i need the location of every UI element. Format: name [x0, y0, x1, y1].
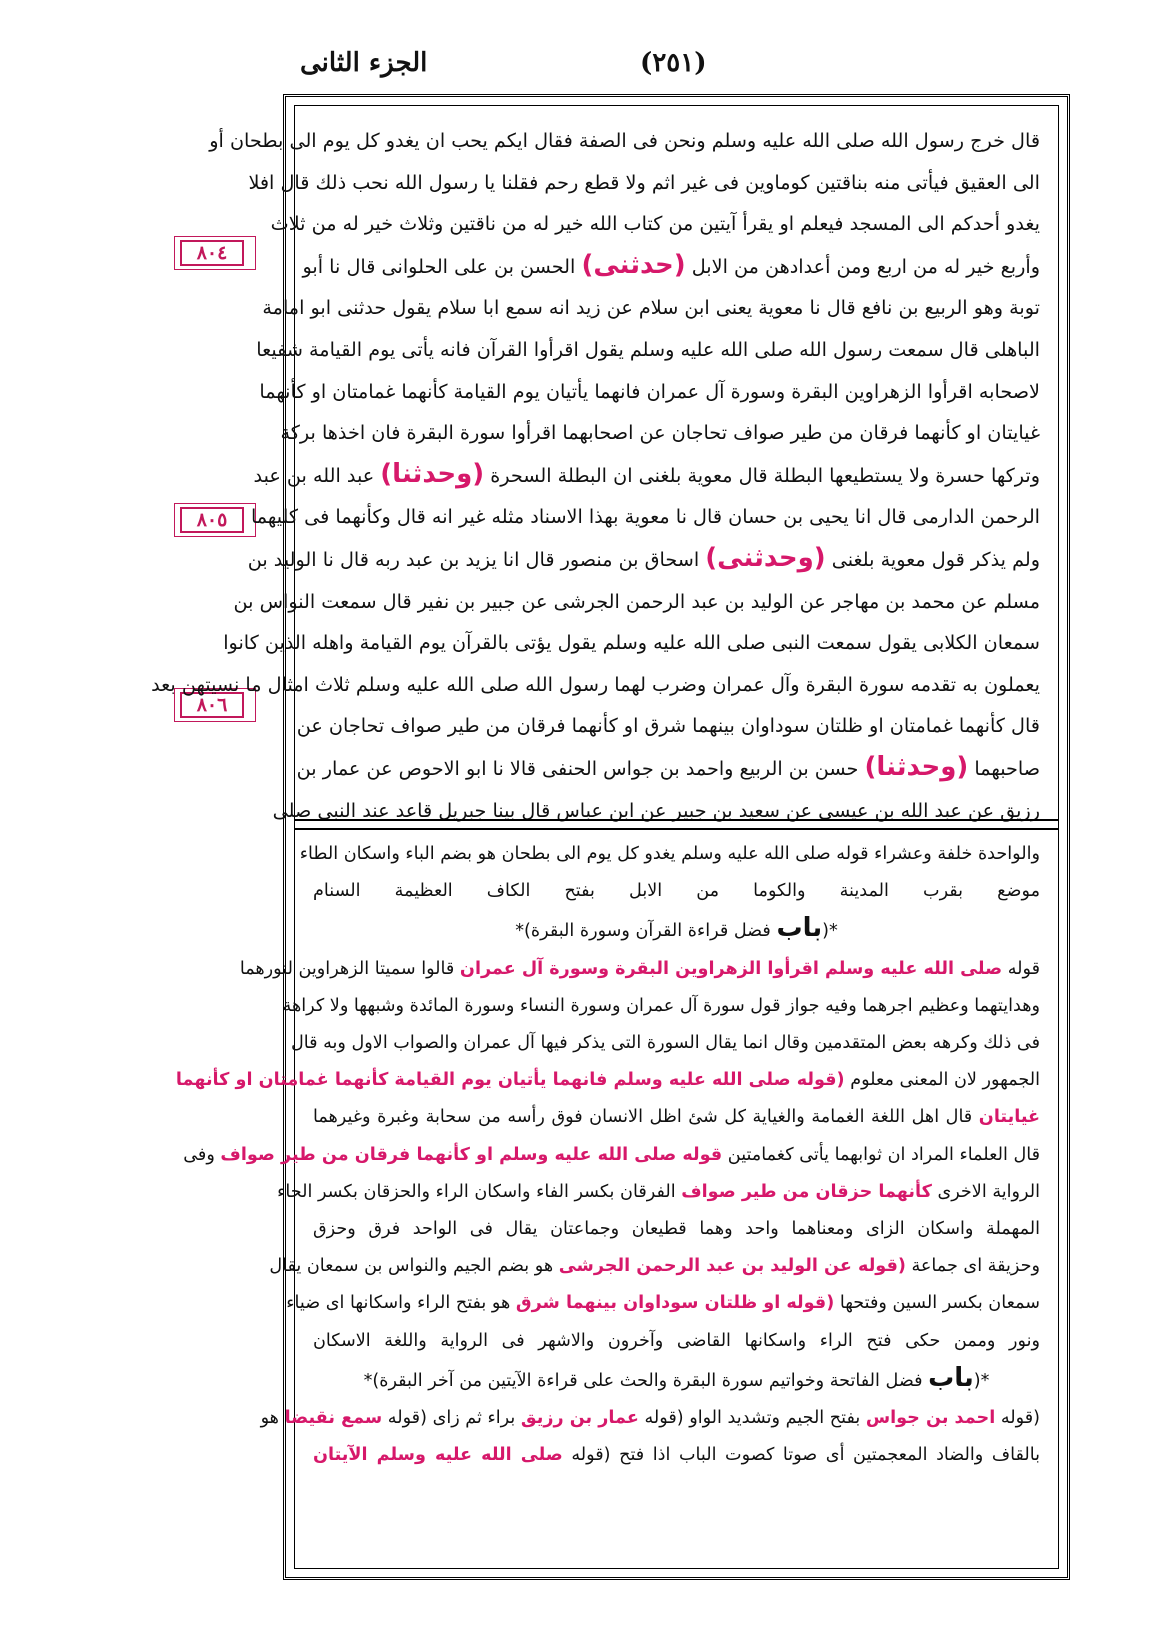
text-segment: وتركها حسرة ولا يستطيعها البطلة قال معوية بلغنى ان البطلة السحرة — [490, 463, 1040, 487]
chapter-heading: *(باب فضل قراءة القرآن وسورة البقرة)* — [515, 913, 838, 944]
quoted-phrase: قوله صلى الله عليه وسلم او كأنهما فرقان من طير صواف — [220, 1144, 723, 1165]
isnad-marker: (وحدثنى) — [705, 542, 826, 573]
main-line: الباهلى قال سمعت رسول الله صلى الله عليه وسلم يقول اقرأوا القرآن فانه يأتى يوم القيامة شفيعا — [256, 337, 1040, 361]
text-segment: عبد الله بن عبد — [253, 463, 375, 487]
quoted-phrase: (قوله عن الوليد بن عبد الرحمن الجرشى — [558, 1256, 906, 1277]
text-segment: بالقاف والضاد المعجمتين أى صوتا كصوت الباب اذا فتح — [619, 1445, 1040, 1466]
text-segment: (قوله — [387, 1408, 427, 1429]
main-line — [247, 538, 1040, 581]
text-segment: براء ثم زاى — [432, 1408, 516, 1429]
commentary-line: ونور وممن حكى فتح الراء واسكانها القاضى وآخرون والاشهر فى الرواية واللغة الاسكان — [313, 1330, 1040, 1351]
main-line: رزيق عن عبد الله بن عيسى عن سعيد بن جبير عن ابن عباس قال بينا جبريل قاعد عند النبى صلى — [272, 798, 1040, 822]
chapter-label: باب — [928, 1362, 974, 1393]
commentary-text — [175, 836, 1041, 1474]
text-segment: وأربع خير له من اربع ومن أعدادهن من الابل — [691, 254, 1040, 278]
chapter-heading: *(باب فضل الفاتحة وخواتيم سورة البقرة والحث على قراءة الآيتين من آخر البقرة)* — [363, 1362, 990, 1393]
quoted-phrase: سمع نقيضا — [284, 1408, 383, 1429]
main-line: توبة وهو الربيع بن نافع قال نا معوية يعنى ابن سلام عن زيد انه سمع ابا سلام يقول حدثنى ابو امامة — [262, 296, 1040, 320]
text-segment: (قوله — [571, 1445, 611, 1466]
main-line: الى العقيق فيأتى منه بناقتين كوماوين فى غير اثم ولا قطع رحم فقلنا يا رسول الله نحب ذلك قال افلا — [248, 170, 1040, 194]
commentary-line — [175, 1062, 1040, 1099]
text-segment: هو بفتح الراء واسكانها اى ضياء — [286, 1293, 511, 1314]
hadith-number-806: ٨٠٦ — [180, 692, 244, 718]
main-line: مسلم عن محمد بن مهاجر عن الوليد بن عبد الرحمن الجرشى عن جبير بن نفير قال سمعت النواس بن — [233, 589, 1040, 613]
commentary-line — [269, 1248, 1040, 1285]
section-divider — [295, 819, 1058, 830]
text-segment: (قوله — [1000, 1408, 1040, 1429]
isnad-marker: (وحدثنا) — [380, 458, 485, 489]
commentary-line — [313, 1099, 1040, 1136]
main-line — [302, 245, 1040, 288]
hadith-number-804: ٨٠٤ — [180, 240, 244, 266]
commentary-line — [286, 1285, 1040, 1322]
commentary-line: والواحدة خلفة وعشراء قوله صلى الله عليه وسلم يغدو كل يوم الى بطحان هو بضم الباء واسكان الطاء — [299, 844, 1040, 864]
chapter-title: فضل الفاتحة وخواتيم سورة البقرة والحث على قراءة الآيتين من آخر البقرة — [379, 1370, 923, 1391]
commentary-line — [313, 1437, 1040, 1474]
text-segment: اسحاق بن منصور قال انا يزيد بن عبد ربه قال نا الوليد بن — [247, 547, 700, 571]
commentary-line: المهملة واسكان الزاى ومعناهما واحد وهما قطيعان وجماعتان يقال فى الواحد فرق وحزق — [313, 1219, 1040, 1240]
text-segment: حسن بن الربيع واحمد بن جواس الحنفى قالا نا ابو الاحوص عن عمار بن — [296, 756, 859, 780]
text-segment: قال العلماء المراد ان ثوابهما يأتى كغمامتين — [727, 1144, 1040, 1165]
text-segment: هو بضم الجيم والنواس بن سمعان يقال — [269, 1256, 554, 1277]
text-segment: صاحبهما — [974, 756, 1040, 780]
text-segment: ولم يذكر قول معوية بلغنى — [831, 547, 1040, 571]
main-line: يغدو أحدكم الى المسجد فيعلم او يقرأ آيتين من كتاب الله خير له من ناقتين وثلاث خير له من ثلاث — [270, 212, 1040, 236]
text-segment: هو — [260, 1408, 279, 1429]
text-segment: قال اهل اللغة الغمامة والغياية كل شئ اظل الانسان فوق رأسه من سحابة وغبرة وغيرهما — [313, 1107, 973, 1128]
quoted-phrase: صلى الله عليه وسلم اقرأوا الزهراوين البقرة وسورة آل عمران — [459, 958, 1003, 979]
main-line: لاصحابه اقرأوا الزهراوين البقرة وسورة آل عمران فانهما يأتيان يوم القيامة كأنهما غمامتان او كأنهما — [259, 379, 1040, 403]
quoted-phrase: (قوله او ظلتان سوداوان بينهما شرق — [515, 1293, 835, 1314]
main-line: قال كأنهما غمامتان او ظلتان سوداوان بينهما شرق او كأنهما فرقان من طير صواف تحاجان عن — [296, 714, 1040, 738]
chapter-title: فضل قراءة القرآن وسورة البقرة — [530, 921, 771, 942]
commentary-line — [239, 951, 1040, 988]
commentary-line: فى ذلك وكرهه بعض المتقدمين وقال انما يقال السورة التى يذكر فيها آل عمران والصواب الاول وبه قال — [290, 1033, 1040, 1054]
chapter-label: باب — [776, 913, 823, 944]
quoted-phrase: (قوله صلى الله عليه وسلم فانهما يأتيان يوم القيامة كأنهما غمامتان او كأنهما — [175, 1070, 845, 1091]
volume-title: الجزء الثانى — [300, 48, 428, 78]
commentary-line: وهدايتهما وعظيم اجرهما وفيه جواز قول سورة آل عمران وسورة النساء وسورة المائدة وشبهها ولا كراهة — [282, 995, 1040, 1016]
text-segment: وفى — [183, 1144, 215, 1165]
text-segment: وحزيقة اى جماعة — [911, 1256, 1040, 1277]
page-number: (٢٥١) — [640, 48, 707, 78]
main-line: سمعان الكلابى يقول سمعت النبى صلى الله عليه وسلم يقول يؤتى بالقرآن يوم القيامة واهله الذين كانوا — [223, 631, 1040, 655]
quoted-phrase: كأنهما حزقان من طير صواف — [681, 1181, 932, 1202]
isnad-marker: (وحدثنا) — [864, 751, 969, 782]
isnad-marker: (حدثنى) — [581, 249, 686, 280]
text-segment: بفتح الجيم وتشديد الواو — [689, 1408, 861, 1429]
text-segment: الفرقان بكسر الفاء واسكان الراء والحزقان بكسر الحاء — [277, 1181, 676, 1202]
commentary-line — [260, 1400, 1040, 1437]
text-segment: الرواية الاخرى — [937, 1181, 1040, 1202]
main-line: قال خرج رسول الله صلى الله عليه وسلم ونحن فى الصفة فقال ايكم يحب ان يغدو كل يوم الى بطحان أو — [209, 129, 1040, 152]
main-line: غيايتان او كأنهما فرقان من طير صواف تحاجان عن اصحابهما اقرأوا سورة البقرة فان اخذها بركة — [280, 421, 1040, 445]
text-segment: الحسن بن على الحلوانى قال نا أبو — [302, 254, 576, 278]
commentary-line: موضع بقرب المدينة والكوما من الابل بفتح الكاف العظيمة السنام — [313, 881, 1040, 902]
text-segment: قالوا سميتا الزهراوين لنورهما — [239, 958, 455, 979]
text-segment: قوله — [1007, 958, 1040, 979]
quoted-phrase: احمد بن جواس — [865, 1408, 996, 1429]
main-line: الرحمن الدارمى قال انا يحيى بن حسان قال نا معوية بهذا الاسناد مثله غير انه قال وكأنهما فى كليهما — [250, 505, 1040, 529]
text-segment: الجمهور لان المعنى معلوم — [850, 1070, 1040, 1091]
main-line: يعملون به تقدمه سورة البقرة وآل عمران وضرب لهما رسول الله صلى الله عليه وسلم ثلاث امثال ما نسيتهن بعد — [151, 672, 1040, 696]
quoted-phrase: عمار بن رزيق — [520, 1408, 639, 1429]
commentary-line — [183, 1137, 1040, 1174]
main-line — [296, 747, 1040, 790]
text-segment: (قوله — [644, 1408, 684, 1429]
commentary-line — [277, 1174, 1040, 1211]
text-segment: سمعان بكسر السين وفتحها — [839, 1293, 1040, 1314]
quoted-phrase: صلى الله عليه وسلم الآيتان — [313, 1445, 563, 1466]
main-line — [253, 454, 1040, 497]
hadith-number-805: ٨٠٥ — [180, 507, 244, 533]
quoted-phrase: غيايتان — [978, 1107, 1041, 1128]
